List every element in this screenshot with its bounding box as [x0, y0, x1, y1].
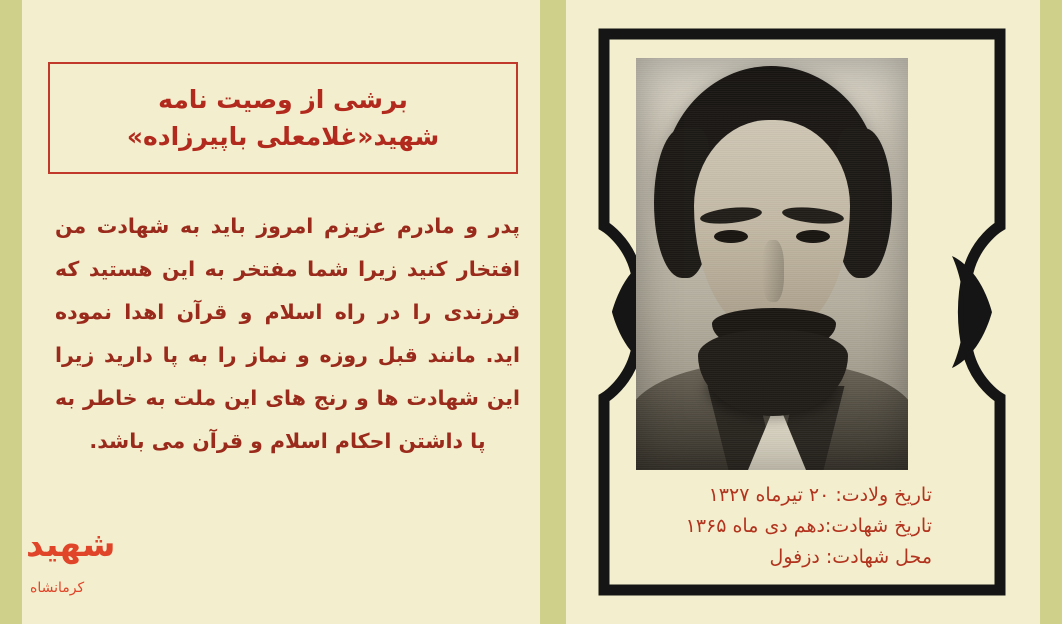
info-martyrdom-place: محل شهادت: دزفول [769, 545, 932, 568]
info-birth-date: تاریخ ولادت: ۲۰ تیرماه ۱۳۲۷ [708, 484, 932, 506]
title-line-1: برشی از وصیت نامه [158, 84, 408, 114]
title-box [48, 62, 518, 174]
title-line-2: شهید«غلامعلی باپیرزاده» [126, 122, 440, 151]
martyr-portrait-photo [636, 58, 908, 470]
middle-color-band [540, 0, 566, 624]
will-excerpt-text: پدر و مادرم عزیزم امروز باید به شهادت من افتخار کنید زیرا شما مفتخر به این هستید که فرزندی را در راه اسلام و قرآن اهدا نموده اید. مانند قبل روزه و نماز را به پا دارید زیرا این شهادت ها و رنج های این ملت به خاطر به پا داشتن احکام اسلام و قرآن می باشد. [55, 214, 520, 454]
info-martyrdom-date: تاریخ شهادت:دهم دی ماه ۱۳۶۵ [685, 514, 932, 537]
site-logo[interactable] [22, 525, 142, 606]
martyr-info-block [572, 480, 932, 572]
left-color-band [0, 0, 22, 624]
logo-main-text: شهید [26, 525, 116, 565]
logo-sub-text: کرمانشاه [30, 580, 85, 596]
right-color-band [1040, 0, 1062, 624]
portrait-image [636, 58, 908, 470]
